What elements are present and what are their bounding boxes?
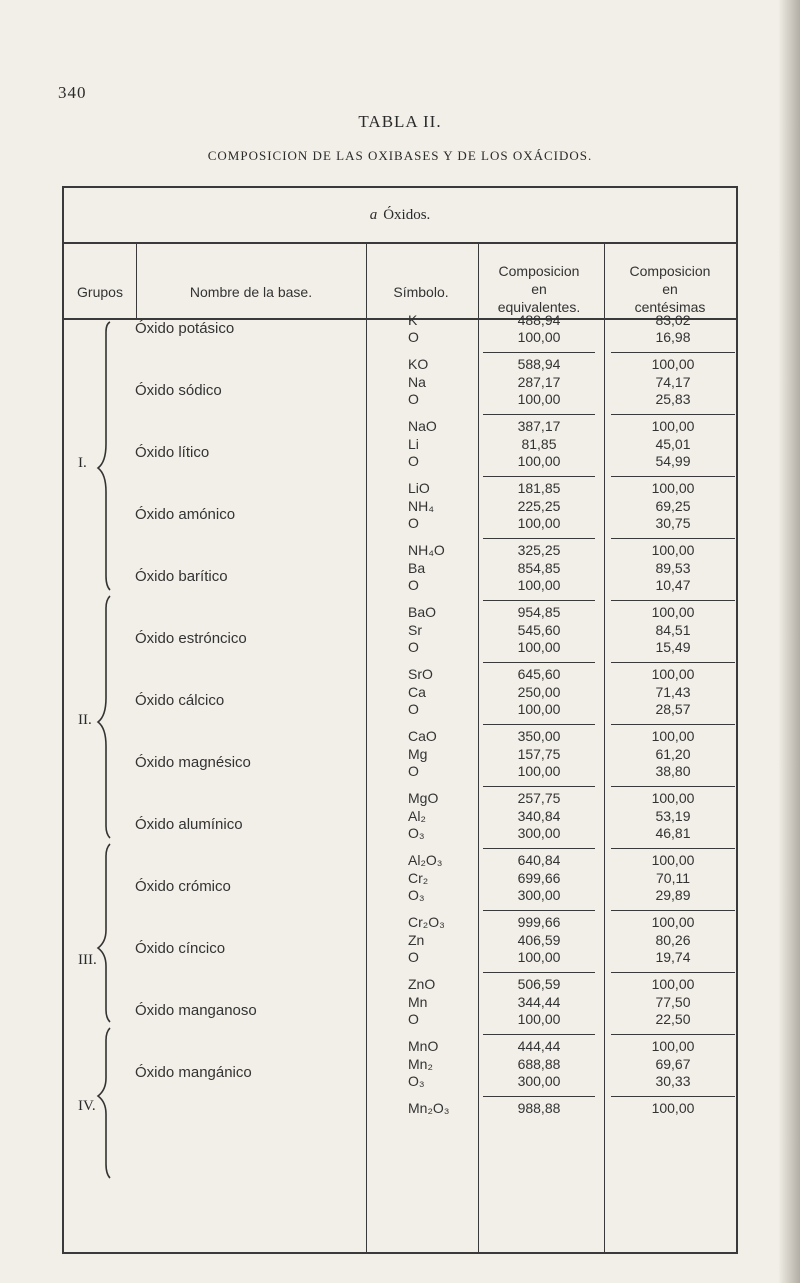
symbol-base: Zn [408, 932, 425, 948]
brace-group-3 [98, 844, 110, 1022]
symbol-base: Sr [408, 622, 422, 638]
sum-rule-percent [611, 476, 735, 477]
sum-rule-percent [611, 662, 735, 663]
equiv-total: 999,66 [517, 914, 561, 930]
oxide-formula: ZnO [408, 976, 436, 992]
percent-total: 100,00 [651, 976, 695, 992]
equiv-base: 250,00 [517, 684, 561, 700]
equiv-base: 545,60 [517, 622, 561, 638]
symbol-oxygen: O₃ [408, 825, 425, 841]
percent-total: 100,00 [651, 1038, 695, 1054]
equiv-oxygen: 100,00 [517, 329, 561, 345]
percent-oxygen: 22,50 [655, 1011, 691, 1027]
symbol-base: K [408, 312, 418, 328]
equiv-base: 225,25 [517, 498, 561, 514]
percent-oxygen: 16,98 [655, 329, 691, 345]
oxide-formula: KO [408, 356, 429, 372]
percent-total: 100,00 [651, 852, 695, 868]
oxide-formula: NH₄O [408, 542, 445, 558]
equiv-oxygen: 100,00 [517, 1011, 561, 1027]
symbol-base: Mn₂ [408, 1056, 433, 1072]
oxide-formula: Cr₂O₃ [408, 914, 445, 930]
oxide-name: Óxido estróncico [135, 630, 247, 647]
oxide-name: Óxido cíncico [135, 940, 226, 957]
percent-base: 74,17 [655, 374, 691, 390]
oxide-name: Óxido manganoso [135, 1002, 257, 1019]
group-label-4: IV. [78, 1098, 96, 1114]
symbol-oxygen: O [408, 763, 419, 779]
section-label: Óxidos. [383, 207, 431, 223]
equiv-total: 325,25 [517, 542, 561, 558]
col-rule-equiv [604, 244, 605, 1254]
symbol-base: Li [408, 436, 419, 452]
equiv-oxygen: 100,00 [517, 391, 561, 407]
sum-rule-percent [611, 910, 735, 911]
percent-oxygen: 10,47 [655, 577, 691, 593]
equiv-total: 387,17 [517, 418, 561, 434]
oxide-name: Óxido crómico [135, 878, 231, 895]
oxide-name: Óxido lítico [135, 444, 210, 461]
sum-rule-equiv [483, 848, 595, 849]
symbol-base: Na [408, 374, 426, 390]
percent-total: 100,00 [651, 418, 695, 434]
percent-total: 100,00 [651, 728, 695, 744]
header-equivalentes: Composicion en equivalentes. [497, 263, 581, 315]
symbol-oxygen: O₃ [408, 1073, 425, 1089]
sum-rule-equiv [483, 352, 595, 353]
sum-rule-percent [611, 414, 735, 415]
symbol-oxygen: O [408, 391, 419, 407]
sum-rule-equiv [483, 910, 595, 911]
equiv-total: 506,59 [517, 976, 561, 992]
percent-oxygen: 46,81 [655, 825, 691, 841]
equiv-base: 344,44 [517, 994, 561, 1010]
percent-base: 61,20 [655, 746, 691, 762]
sum-rule-equiv [483, 724, 595, 725]
percent-oxygen: 29,89 [655, 887, 691, 903]
oxide-formula: NaO [408, 418, 437, 434]
sum-rule-equiv [483, 600, 595, 601]
symbol-oxygen: O [408, 577, 419, 593]
header-centesimas: Composicion en centésimas [629, 263, 711, 315]
percent-total: 100,00 [651, 542, 695, 558]
percent-base: 89,53 [655, 560, 691, 576]
sum-rule-percent [611, 786, 735, 787]
symbol-oxygen: O [408, 453, 419, 469]
sum-rule-equiv [483, 972, 595, 973]
symbol-oxygen: O [408, 515, 419, 531]
percent-oxygen: 38,80 [655, 763, 691, 779]
oxide-formula: LiO [408, 480, 430, 496]
equiv-base: 81,85 [521, 436, 557, 452]
oxide-formula: BaO [408, 604, 437, 620]
symbol-base: Ca [408, 684, 426, 700]
equiv-base: 406,59 [517, 932, 561, 948]
percent-base: 83,02 [655, 312, 691, 328]
symbol-oxygen: O [408, 1011, 419, 1027]
percent-base: 69,67 [655, 1056, 691, 1072]
percent-oxygen: 28,57 [655, 701, 691, 717]
equiv-oxygen: 300,00 [517, 887, 561, 903]
equiv-base: 340,84 [517, 808, 561, 824]
oxide-name: Óxido amónico [135, 506, 236, 523]
percent-base: 70,11 [656, 870, 690, 886]
percent-total: 100,00 [651, 666, 695, 682]
oxide-name: Óxido alumínico [135, 816, 243, 833]
table-subtitle: COMPOSICION DE LAS OXIBASES Y DE LOS OXÁCIDOS. [207, 148, 593, 163]
percent-total: 100,00 [651, 604, 695, 620]
percent-base: 71,43 [655, 684, 691, 700]
equiv-oxygen: 100,00 [517, 763, 561, 779]
symbol-oxygen: O [408, 949, 419, 965]
equiv-base: 287,17 [517, 374, 561, 390]
oxide-formula: MgO [408, 790, 439, 806]
section-letter: a [369, 207, 378, 223]
oxide-formula: Al₂O₃ [408, 852, 443, 868]
equiv-total: 350,00 [517, 728, 561, 744]
sum-rule-percent [611, 600, 735, 601]
percent-oxygen: 30,33 [655, 1073, 691, 1089]
percent-base: 69,25 [655, 498, 691, 514]
percent-oxygen: 19,74 [655, 949, 691, 965]
oxide-formula: CaO [408, 728, 437, 744]
col-rule-grupos [136, 244, 137, 318]
brace-group-2 [98, 596, 110, 838]
section-heading [62, 186, 738, 244]
equiv-total: 640,84 [517, 852, 561, 868]
equiv-total: 444,44 [517, 1038, 561, 1054]
header-simbolo: Símbolo. [393, 284, 449, 300]
sum-rule-percent [611, 972, 735, 973]
sum-rule-equiv [483, 476, 595, 477]
symbol-base: Ba [408, 560, 426, 576]
sum-rule-equiv [483, 786, 595, 787]
equiv-base: 688,88 [517, 1056, 561, 1072]
percent-base: 80,26 [655, 932, 691, 948]
equiv-oxygen: 100,00 [517, 577, 561, 593]
percent-total: 100,00 [651, 356, 695, 372]
col-rule-simbolo [478, 244, 479, 1254]
symbol-base: Mg [408, 746, 428, 762]
equiv-base: 699,66 [517, 870, 561, 886]
equiv-oxygen: 300,00 [517, 825, 561, 841]
percent-total: 100,00 [651, 1100, 695, 1116]
equiv-base: 854,85 [517, 560, 561, 576]
brace-group-1 [98, 322, 110, 590]
group-braces [96, 318, 136, 1258]
group-label-3: III. [78, 952, 97, 968]
oxide-formula: Mn₂O₃ [408, 1100, 450, 1116]
oxide-name: Óxido cálcico [135, 692, 225, 709]
equiv-total: 988,88 [517, 1100, 561, 1116]
percent-base: 77,50 [655, 994, 691, 1010]
equiv-oxygen: 100,00 [517, 639, 561, 655]
oxide-name: Óxido potásico [135, 320, 235, 337]
sum-rule-percent [611, 848, 735, 849]
oxide-formula: MnO [408, 1038, 439, 1054]
sum-rule-equiv [483, 538, 595, 539]
percent-total: 100,00 [651, 480, 695, 496]
symbol-oxygen: O [408, 639, 419, 655]
table-title: TABLA II. [358, 112, 442, 131]
sum-rule-equiv [483, 414, 595, 415]
equiv-total: 257,75 [517, 790, 561, 806]
equiv-oxygen: 100,00 [517, 949, 561, 965]
sum-rule-percent [611, 538, 735, 539]
symbol-oxygen: O [408, 329, 419, 345]
group-label-1: I. [78, 455, 87, 471]
percent-total: 100,00 [651, 790, 695, 806]
equiv-oxygen: 300,00 [517, 1073, 561, 1089]
equiv-oxygen: 100,00 [517, 701, 561, 717]
symbol-base: Mn [408, 994, 428, 1010]
sum-rule-equiv [483, 1034, 595, 1035]
header-nombre: Nombre de la base. [189, 284, 313, 300]
oxide-name: Óxido magnésico [135, 754, 251, 771]
equiv-total: 954,85 [517, 604, 561, 620]
header-grupos: Grupos [77, 284, 123, 300]
sum-rule-equiv [483, 1096, 595, 1097]
col-rule-nombre [366, 244, 367, 1254]
symbol-base: Al₂ [408, 808, 426, 824]
table-frame [62, 186, 738, 1254]
sum-rule-equiv [483, 662, 595, 663]
percent-oxygen: 15,49 [655, 639, 691, 655]
equiv-oxygen: 100,00 [517, 515, 561, 531]
percent-total: 100,00 [651, 914, 695, 930]
equiv-base: 157,75 [517, 746, 561, 762]
group-label-2: II. [78, 712, 92, 728]
page-number: 340 [58, 83, 87, 102]
sum-rule-percent [611, 1096, 735, 1097]
symbol-base: NH₄ [408, 498, 434, 514]
oxide-name: Óxido sódico [135, 382, 222, 399]
equiv-total: 645,60 [517, 666, 561, 682]
oxide-name: Óxido mangánico [135, 1064, 252, 1081]
equiv-total: 588,94 [517, 356, 561, 372]
percent-oxygen: 30,75 [655, 515, 691, 531]
sum-rule-percent [611, 352, 735, 353]
oxide-formula: SrO [408, 666, 433, 682]
symbol-oxygen: O [408, 701, 419, 717]
sum-rule-percent [611, 1034, 735, 1035]
percent-base: 45,01 [655, 436, 691, 452]
sum-rule-percent [611, 724, 735, 725]
oxide-name: Óxido barítico [135, 568, 228, 585]
percent-base: 53,19 [655, 808, 691, 824]
symbol-oxygen: O₃ [408, 887, 425, 903]
symbol-base: Cr₂ [408, 870, 429, 886]
brace-group-4 [98, 1028, 110, 1178]
page-edge-shadow [778, 0, 800, 1283]
percent-base: 84,51 [655, 622, 691, 638]
equiv-base: 488,94 [517, 312, 561, 328]
equiv-total: 181,85 [517, 480, 561, 496]
percent-oxygen: 54,99 [655, 453, 691, 469]
percent-oxygen: 25,83 [655, 391, 691, 407]
equiv-oxygen: 100,00 [517, 453, 561, 469]
